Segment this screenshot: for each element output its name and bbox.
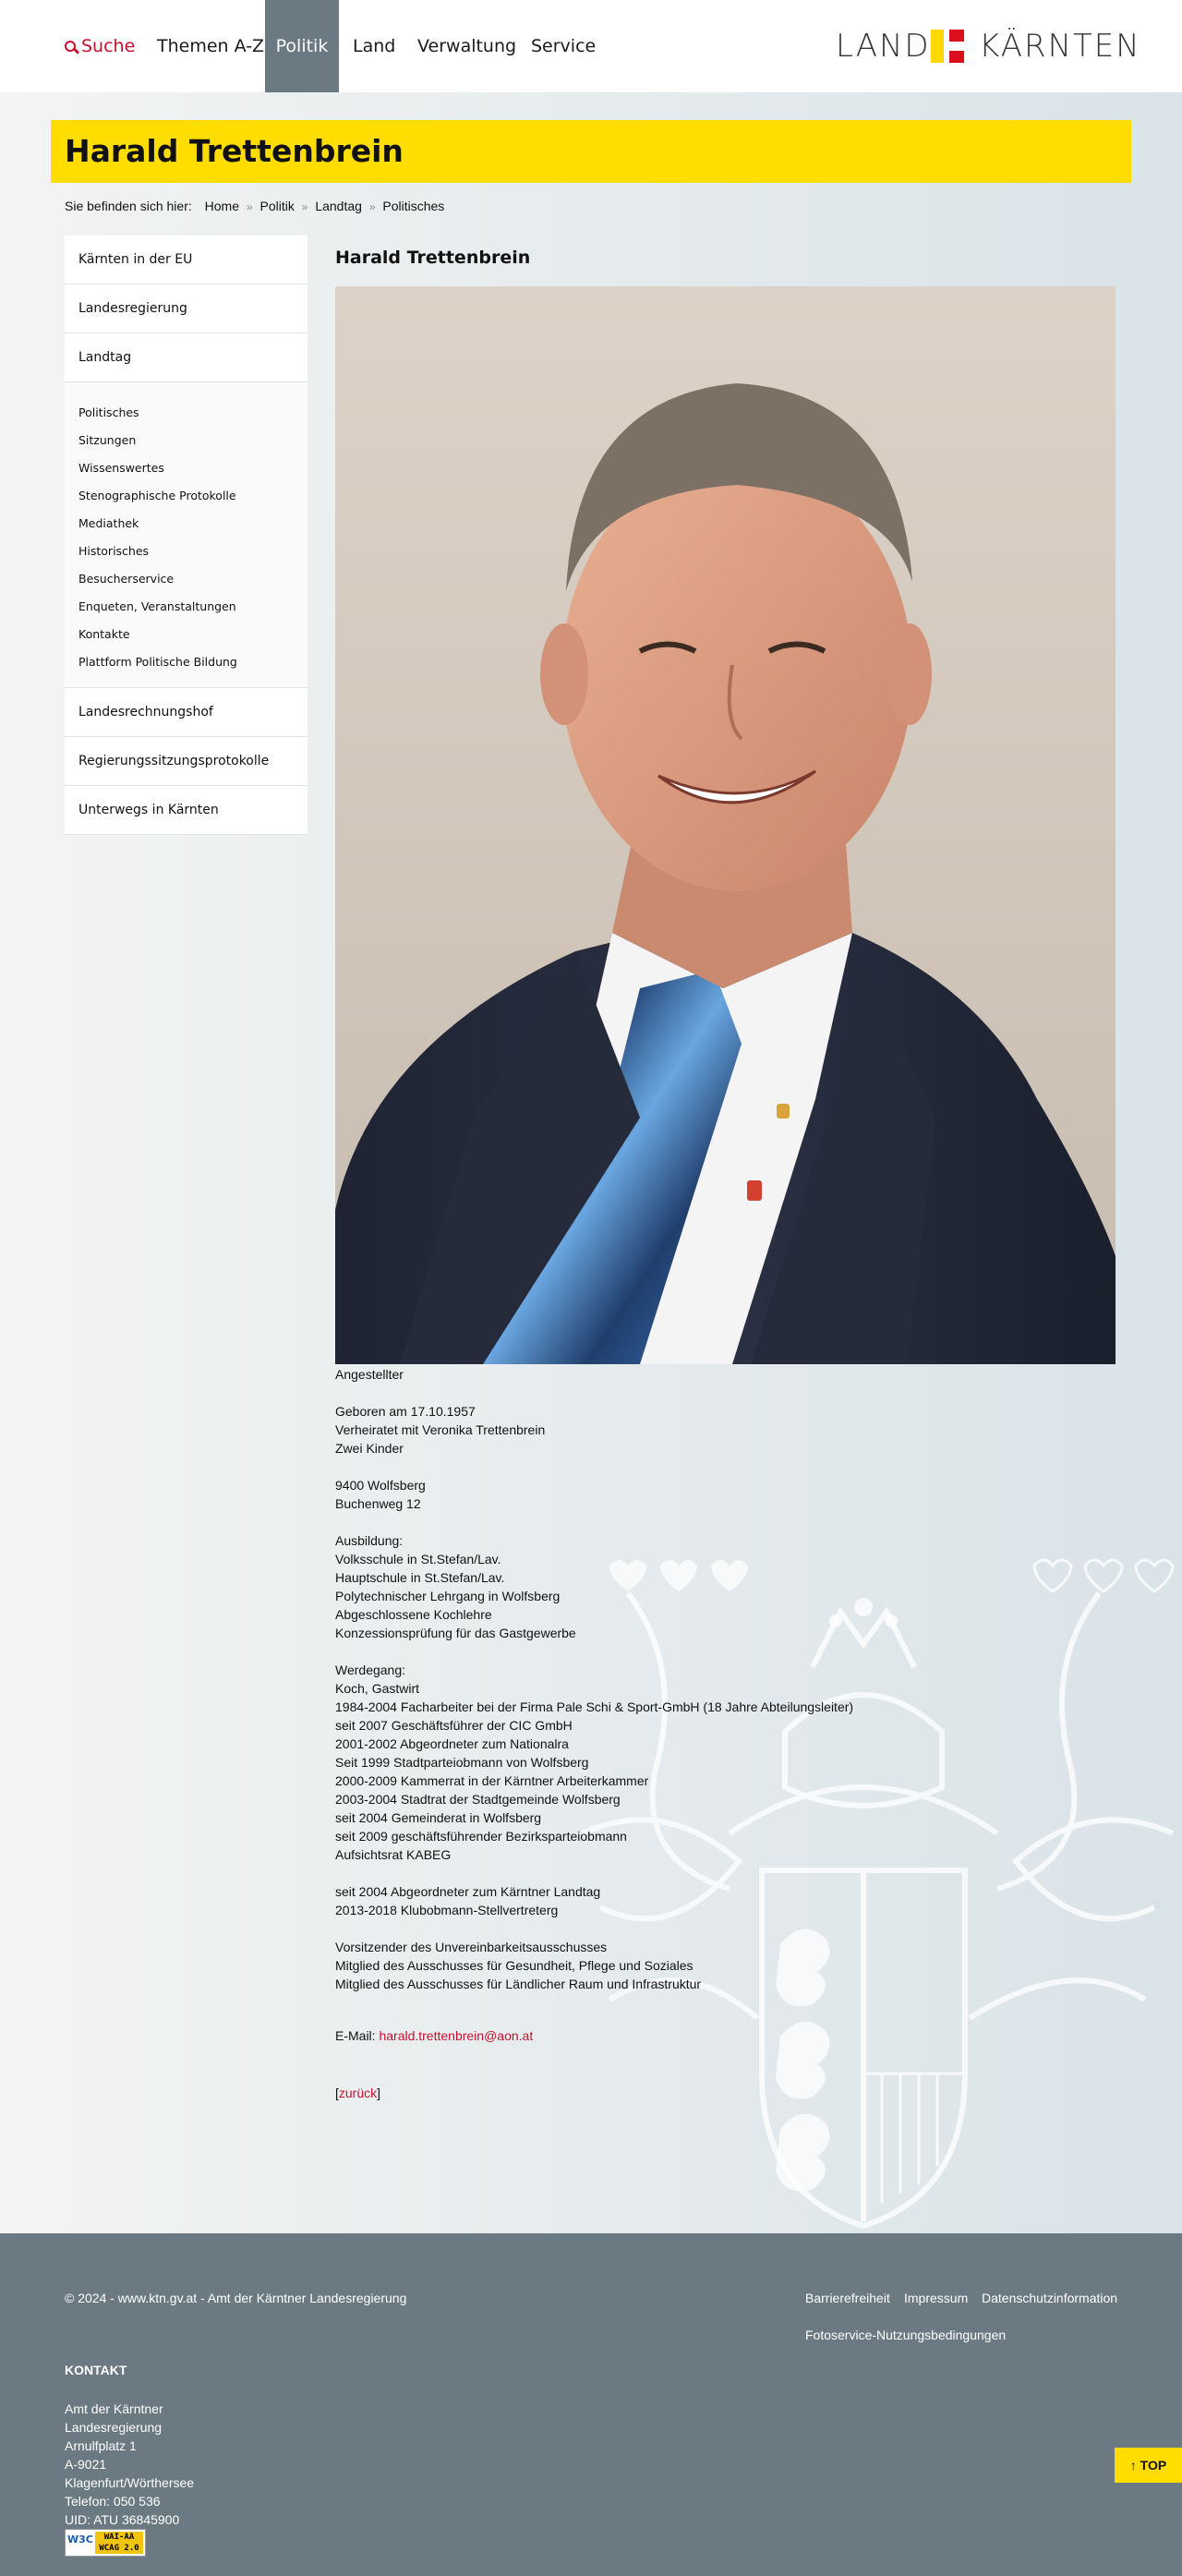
bio-line — [335, 1642, 1111, 1661]
kontakt-line: A-9021 — [65, 2457, 107, 2472]
bio-line: Koch, Gastwirt — [335, 1681, 420, 1696]
sidebar-sub-mediathek[interactable]: Mediathek — [78, 516, 139, 530]
bio-line: 2000-2009 Kammerrat in der Kärntner Arbeiterkammer — [335, 1773, 649, 1788]
footer-link-fotoservice[interactable]: Fotoservice-Nutzungsbedingungen — [805, 2328, 1007, 2342]
page-title: Harald Trettenbrein — [65, 133, 404, 169]
sidebar-nav — [65, 236, 308, 835]
kontakt-line: Amt der Kärntner — [65, 2401, 163, 2416]
back-bracket-close: ] — [377, 2086, 381, 2100]
back-line — [335, 2086, 380, 2100]
bio-line: Mitglied des Ausschusses für Ländlicher Raum und Infrastruktur — [335, 1977, 702, 1991]
site-header — [0, 0, 1182, 92]
bio-line: Abgeschlossene Kochlehre — [335, 1607, 492, 1622]
kontakt-address — [65, 2400, 194, 2529]
bio-line: Volksschule in St.Stefan/Lav. — [335, 1552, 501, 1566]
footer-link-datenschutz[interactable]: Datenschutzinformation — [982, 2291, 1118, 2305]
nav-search-label: Suche — [81, 36, 136, 56]
kontakt-line: Klagenfurt/Wörthersee — [65, 2475, 195, 2490]
search-icon — [65, 41, 76, 52]
content-heading: Harald Trettenbrein — [335, 248, 531, 268]
sidebar-sub-historisches[interactable]: Historisches — [78, 544, 150, 558]
bio-line: seit 2004 Gemeinderat in Wolfsberg — [335, 1810, 542, 1825]
bio-line: Vorsitzender des Unvereinbarkeitsausschusses — [335, 1940, 608, 1954]
bio-line: Hauptschule in St.Stefan/Lav. — [335, 1570, 505, 1585]
sidebar-sub-kontakte[interactable]: Kontakte — [78, 627, 130, 641]
bio-line: Ausbildung: — [335, 1533, 404, 1548]
nav-politik[interactable]: Politik — [265, 0, 339, 92]
kaernten-flag-icon — [931, 30, 968, 63]
bio-line: Konzessionsprüfung für das Gastgewerbe — [335, 1626, 576, 1640]
bio-line: Zwei Kinder — [335, 1441, 404, 1456]
nav-themen-a-z[interactable]: Themen A-Z — [157, 36, 265, 56]
bio-line: Seit 1999 Stadtparteiobmann von Wolfsberg — [335, 1755, 589, 1770]
title-banner — [51, 120, 1131, 183]
email-link[interactable]: harald.trettenbrein@aon.at — [379, 2028, 534, 2043]
sidebar-item-unterwegs[interactable]: Unterwegs in Kärnten — [65, 786, 308, 835]
sidebar-sub-protokolle[interactable]: Stenographische Protokolle — [78, 489, 236, 502]
kontakt-line: UID: ATU 36845900 — [65, 2512, 180, 2527]
bio-line: Verheiratet mit Veronika Trettenbrein — [335, 1422, 546, 1437]
sidebar-item-landesregierung[interactable]: Landesregierung — [65, 284, 308, 333]
nav-land[interactable]: Land — [353, 36, 396, 56]
kontakt-line: Arnulfplatz 1 — [65, 2438, 137, 2453]
footer-link-impressum[interactable]: Impressum — [904, 2291, 969, 2305]
breadcrumb-separator-icon: » — [368, 200, 376, 213]
nav-service[interactable]: Service — [531, 36, 597, 56]
bio-line: Mitglied des Ausschusses für Gesundheit, Pflege und Soziales — [335, 1958, 694, 1973]
bio-line: Werdegang: — [335, 1663, 406, 1677]
back-to-top-button[interactable]: ↑ TOP — [1115, 2448, 1182, 2483]
nav-verwaltung[interactable]: Verwaltung — [417, 36, 517, 56]
bio-line: seit 2007 Geschäftsführer der CIC GmbH — [335, 1718, 573, 1733]
sidebar-sub-enqueten[interactable]: Enqueten, Veranstaltungen — [78, 599, 236, 613]
bio-line: seit 2004 Abgeordneter zum Kärntner Landtag — [335, 1884, 601, 1899]
bio-line: Angestellter — [335, 1367, 404, 1382]
bio-line: Polytechnischer Lehrgang in Wolfsberg — [335, 1589, 561, 1603]
sidebar-sub-politisches[interactable]: Politisches — [78, 405, 139, 419]
land-kaernten-logo[interactable] — [836, 28, 1141, 65]
wcag-badge[interactable] — [65, 2529, 146, 2557]
bio-line — [335, 1457, 1111, 1476]
logo-text-kaernten: KÄRNTEN — [979, 28, 1141, 65]
bio-line: Aufsichtsrat KABEG — [335, 1847, 452, 1862]
email-label: E-Mail: — [335, 2028, 376, 2043]
breadcrumb-separator-icon: » — [246, 200, 253, 213]
email-line — [335, 2028, 533, 2043]
sidebar-sub-besucherservice[interactable]: Besucherservice — [78, 572, 175, 586]
breadcrumb-politisches[interactable]: Politisches — [382, 199, 445, 213]
bio-line: Buchenweg 12 — [335, 1496, 421, 1511]
breadcrumb-lead: Sie befinden sich hier: — [65, 199, 192, 213]
breadcrumb-separator-icon: » — [301, 200, 308, 213]
biography — [335, 1365, 1111, 1993]
sidebar-submenu — [65, 382, 308, 688]
breadcrumb — [65, 199, 444, 213]
site-footer — [0, 2233, 1182, 2576]
sidebar-sub-sitzungen[interactable]: Sitzungen — [78, 433, 137, 447]
bio-line: 9400 Wolfsberg — [335, 1478, 426, 1493]
bio-line: 1984-2004 Facharbeiter bei der Firma Pale Schi & Sport-GmbH (18 Jahre Abteilungsleiter) — [335, 1699, 854, 1714]
sidebar-item-landtag[interactable]: Landtag — [65, 333, 308, 382]
w3c-logo-icon: W3C — [67, 2534, 93, 2546]
sidebar-sub-plattform[interactable]: Plattform Politische Bildung — [78, 655, 237, 669]
nav-search[interactable] — [65, 0, 135, 92]
bio-line: seit 2009 geschäftsführender Bezirksparteiobmann — [335, 1829, 627, 1844]
breadcrumb-politik[interactable]: Politik — [259, 199, 295, 213]
sidebar-item-landesrechnungshof[interactable]: Landesrechnungshof — [65, 688, 308, 737]
breadcrumb-landtag[interactable]: Landtag — [315, 199, 362, 213]
back-link[interactable]: zurück — [338, 2086, 378, 2100]
sidebar-sub-wissenswertes[interactable]: Wissenswertes — [78, 461, 164, 475]
kontakt-line: Landesregierung — [65, 2420, 163, 2435]
kontakt-heading: KONTAKT — [65, 2363, 127, 2377]
bio-line — [335, 1513, 1111, 1531]
sidebar-item-kaernten-eu[interactable]: Kärnten in der EU — [65, 236, 308, 284]
portrait-photo — [335, 286, 1116, 1364]
footer-link-barrierefreiheit[interactable]: Barrierefreiheit — [805, 2291, 890, 2305]
bio-line: 2013-2018 Klubobmann-Stellvertreterg — [335, 1903, 559, 1917]
kontakt-line: Telefon: 050 536 — [65, 2494, 161, 2509]
sidebar-item-regierungssitzungsprotokolle[interactable]: Regierungssitzungsprotokolle — [65, 737, 308, 786]
logo-text-land: LAND — [836, 28, 931, 65]
bio-line — [335, 1384, 1111, 1402]
breadcrumb-home[interactable]: Home — [204, 199, 240, 213]
bio-line — [335, 1919, 1111, 1938]
wcag-level-icon: WAI-AA WCAG 2.0 — [95, 2532, 143, 2554]
bio-line: 2001-2002 Abgeordneter zum Nationalra — [335, 1736, 569, 1751]
bio-line — [335, 1864, 1111, 1882]
bio-line: Geboren am 17.10.1957 — [335, 1404, 476, 1419]
back-bracket-open: [ — [335, 2086, 339, 2100]
bio-line: 2003-2004 Stadtrat der Stadtgemeinde Wolfsberg — [335, 1792, 621, 1807]
copyright: © 2024 - www.ktn.gv.at - Amt der Kärntner Landesregierung — [65, 2291, 407, 2305]
